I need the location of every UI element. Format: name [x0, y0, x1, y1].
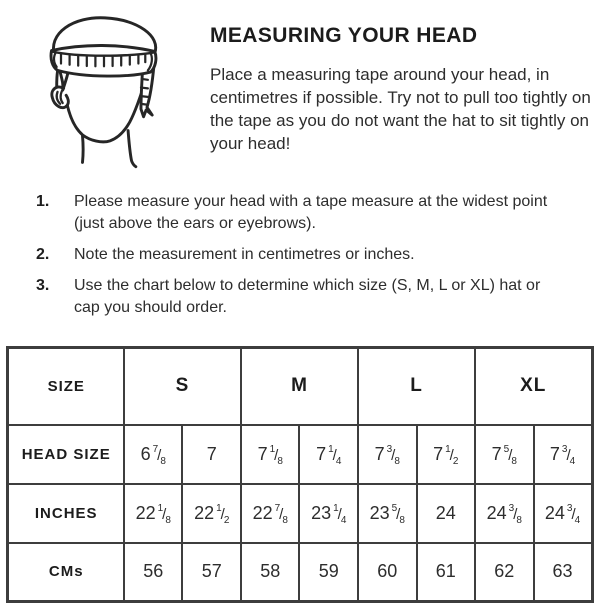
head-illustration — [18, 4, 198, 182]
chart-row-inches — [8, 484, 592, 543]
chart-cell: 56 — [124, 543, 183, 602]
chart-row-label: HEAD SIZE — [8, 425, 124, 484]
chart-cell: 7 $^1/_8$ — [241, 425, 300, 484]
chart-cell: 7 $^5/_8$ — [475, 425, 534, 484]
chart-cell: 7 — [182, 425, 241, 484]
chart-cell: 6 $^7/_8$ — [124, 425, 183, 484]
chart-size-header-xl: XL — [475, 348, 592, 425]
chart-cell: 22 $^1/_2$ — [182, 484, 241, 543]
chart-cell: 7 $^1/_2$ — [417, 425, 476, 484]
chart-cell: 7 $^1/_4$ — [299, 425, 358, 484]
chart-cell: 63 — [534, 543, 593, 602]
step-number: 3. — [36, 277, 50, 294]
chart-row-head-size — [8, 425, 592, 484]
chart-size-header-l: L — [358, 348, 475, 425]
chart-cell: 58 — [241, 543, 300, 602]
step-text: Please measure your head with a tape measure at the widest point (just above the ears or eyebrows). — [74, 193, 548, 232]
neck-lines — [83, 131, 136, 167]
chart-cell: 57 — [182, 543, 241, 602]
head-lower-outline — [57, 71, 58, 86]
ear — [52, 87, 68, 108]
measuring-tape-band — [51, 46, 156, 77]
chart-cell: 60 — [358, 543, 417, 602]
chart-cell: 59 — [299, 543, 358, 602]
chart-cell: 24 — [417, 484, 476, 543]
step-item — [36, 191, 600, 235]
chart-cell: 23 $^5/_8$ — [358, 484, 417, 543]
chart-cell: 23 $^1/_4$ — [299, 484, 358, 543]
step-text: Use the chart below to determine which size (S, M, L or XL) hat or cap you should order. — [74, 277, 541, 316]
chart-cell: 22 $^7/_8$ — [241, 484, 300, 543]
chart-cell: 24 $^3/_4$ — [534, 484, 593, 543]
chart-cell: 62 — [475, 543, 534, 602]
step-item — [36, 244, 600, 266]
chart-header-row — [8, 348, 592, 425]
occiput-outline — [67, 76, 147, 142]
chart-cell: 61 — [417, 543, 476, 602]
chart-cell: 22 $^1/_8$ — [124, 484, 183, 543]
top-section — [0, 0, 600, 182]
chart-row-label: CMs — [8, 543, 124, 602]
chart-cell: 7 $^3/_4$ — [534, 425, 593, 484]
step-text: Note the measurement in centimetres or inches. — [74, 246, 415, 263]
chart-row-cms — [8, 543, 592, 602]
chart-cell: 7 $^3/_8$ — [358, 425, 417, 484]
intro-paragraph: Place a measuring tape around your head, in centimetres if possible. Try not to pull too tightly on the tape as you do not want the hat to sit tightly on your head! — [210, 65, 591, 153]
step-number: 1. — [36, 193, 50, 210]
chart-corner-cell: SIZE — [8, 348, 124, 425]
chart-size-header-s: S — [124, 348, 241, 425]
chart-row-label: INCHES — [8, 484, 124, 543]
step-item — [36, 275, 600, 319]
chart-size-header-m: M — [241, 348, 358, 425]
instruction-steps — [0, 191, 600, 319]
head-with-tape-illustration — [18, 6, 190, 182]
intro-column — [198, 4, 592, 182]
page-title: MEASURING YOUR HEAD — [210, 24, 478, 47]
size-chart-table — [6, 346, 593, 603]
step-number: 2. — [36, 246, 50, 263]
chart-cell: 24 $^3/_8$ — [475, 484, 534, 543]
